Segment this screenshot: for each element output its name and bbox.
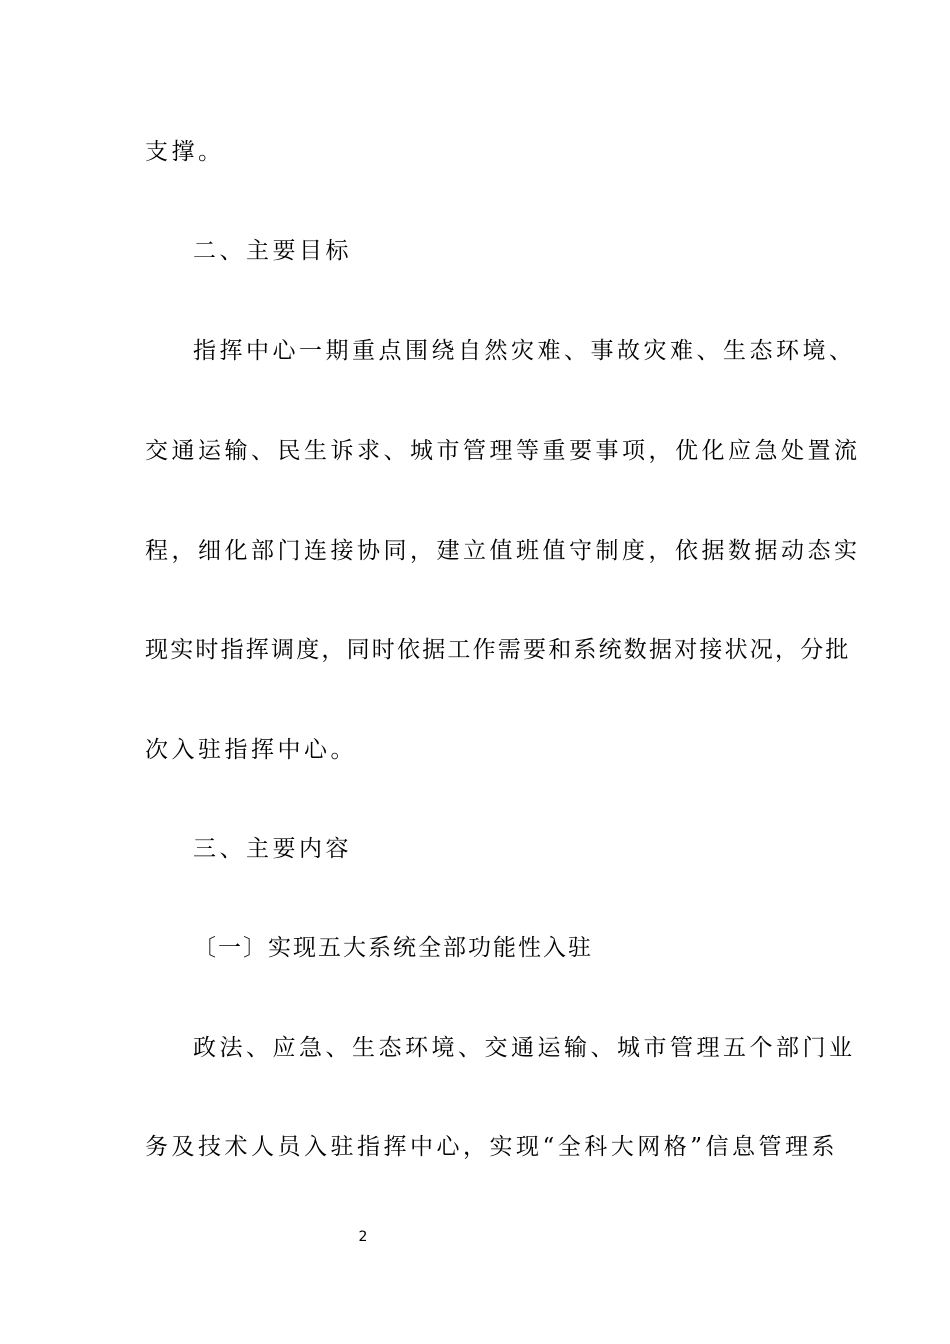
- paragraph-line: 支撑。: [145, 139, 225, 165]
- paragraph-line: 程，细化部门连接协同，建立值班值守制度，依据数据动态实: [145, 538, 861, 564]
- paragraph-line: 指挥中心一期重点围绕自然灾难、事故灾难、生态环境、: [193, 338, 856, 364]
- section-heading: 二、主要目标: [193, 238, 352, 264]
- paragraph-line: 交通运输、民生诉求、城市管理等重要事项，优化应急处置流: [145, 438, 861, 464]
- page-number: 2: [358, 1229, 368, 1245]
- paragraph-line: 政法、应急、生态环境、交通运输、城市管理五个部门业: [193, 1035, 856, 1061]
- subsection-heading: 〔一〕实现五大系统全部功能性入驻: [193, 935, 593, 961]
- section-heading: 三、主要内容: [193, 836, 352, 862]
- paragraph-line: 现实时指挥调度，同时依据工作需要和系统数据对接状况，分批: [145, 637, 851, 663]
- paragraph-line: 务及技术人员入驻指挥中心，实现“全科大网格”信息管理系: [145, 1134, 839, 1160]
- paragraph-line: 次入驻指挥中心。: [145, 737, 357, 763]
